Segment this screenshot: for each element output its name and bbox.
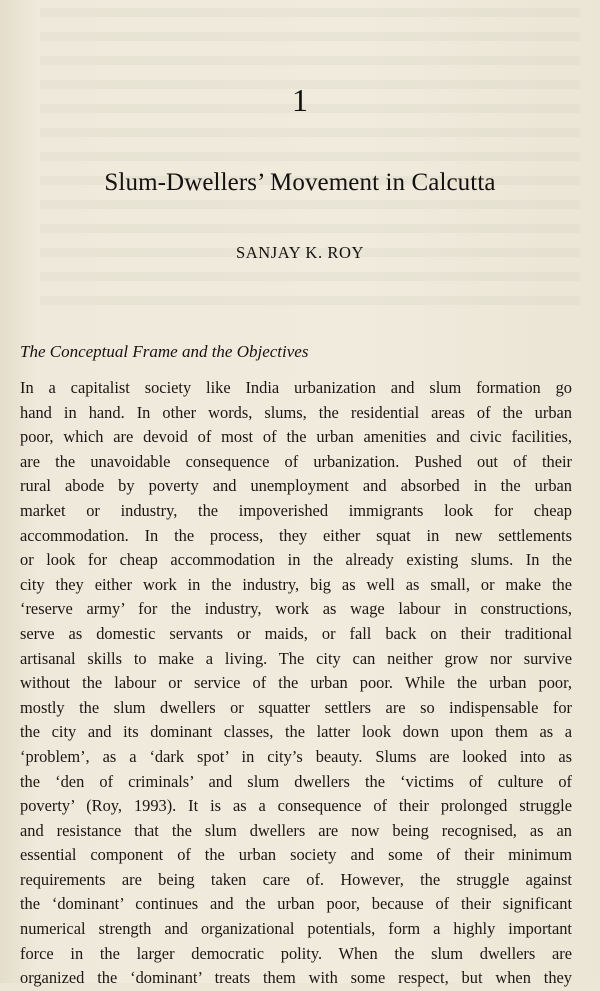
text-line: market or industry, the impoverished immigrants look for cheap bbox=[20, 500, 572, 520]
text-line: mostly the slum dwellers or squatter settlers are so indispensable for bbox=[20, 697, 572, 717]
text-line: the city and its dominant classes, the latter look down upon them as a bbox=[20, 722, 572, 742]
text-line: or look for cheap accommodation in the already existing slums. In the bbox=[20, 550, 572, 570]
text-line: and resistance that the slum dwellers are now being recognised, as an bbox=[20, 820, 572, 840]
text-line: the ‘den of criminals’ and slum dwellers the ‘victims of culture of bbox=[20, 771, 572, 791]
text-line: essential component of the urban society and some of their minimum bbox=[20, 845, 572, 865]
body-paragraph bbox=[20, 376, 572, 991]
text-line: artisanal skills to make a living. The city can neither grow nor survive bbox=[20, 648, 572, 668]
text-line: ‘reserve army’ for the industry, work as wage labour in constructions, bbox=[20, 599, 572, 619]
text-line: without the labour or service of the urban poor. While the urban poor, bbox=[20, 673, 572, 693]
author-name: SANJAY K. ROY bbox=[235, 243, 365, 262]
text-line: are the unavoidable consequence of urbanization. Pushed out of their bbox=[20, 451, 572, 471]
show-through-text bbox=[0, 0, 600, 330]
text-line: city they either work in the industry, big as well as small, or make the bbox=[20, 574, 572, 594]
text-line: poverty’ (Roy, 1993). It is as a consequence of their prolonged struggle bbox=[20, 796, 572, 816]
text-line: numerical strength and organizational potentials, form a highly important bbox=[20, 919, 572, 939]
text-line: serve as domestic servants or maids, or fall back on their traditional bbox=[20, 623, 572, 643]
text-line: ‘problem’, as a ‘dark spot’ in city’s beauty. Slums are looked into as bbox=[20, 746, 572, 766]
text-line: organized the ‘dominant’ treats them with some respect, but when they bbox=[20, 968, 572, 988]
text-line: rural abode by poverty and unemployment and absorbed in the urban bbox=[20, 476, 572, 496]
text-line: hand in hand. In other words, slums, the residential areas of the urban bbox=[20, 402, 572, 422]
section-heading: The Conceptual Frame and the Objectives bbox=[20, 342, 309, 361]
text-line: poor, which are devoid of most of the urban amenities and civic facilities, bbox=[20, 427, 572, 447]
text-line: In a capitalist society like India urbanization and slum formation go bbox=[20, 378, 572, 397]
text-line: the ‘dominant’ continues and the urban poor, because of their significant bbox=[20, 894, 572, 914]
text-line: accommodation. In the process, they either squat in new settlements bbox=[20, 525, 572, 545]
chapter-title: Slum-Dwellers’ Movement in Calcutta bbox=[104, 169, 496, 196]
text-line: requirements are being taken care of. However, the struggle against bbox=[20, 869, 572, 889]
chapter-number: 1 bbox=[292, 82, 308, 118]
text-line: force in the larger democratic polity. When the slum dwellers are bbox=[20, 943, 572, 963]
